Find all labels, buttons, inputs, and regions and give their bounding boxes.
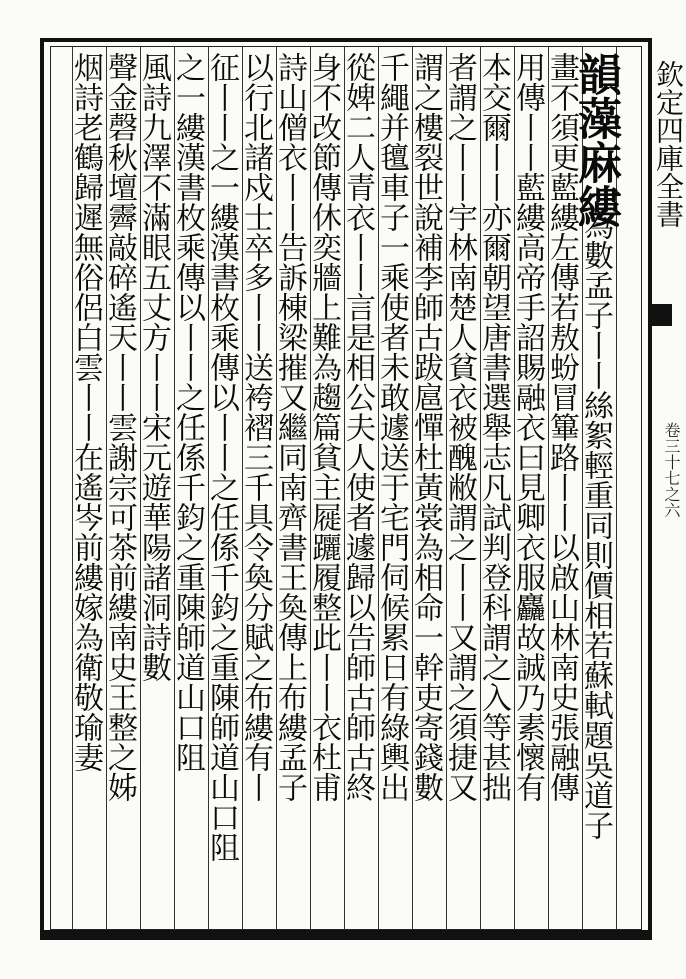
column-10-text: 詩山僧衣丨丨告訴棟梁摧又繼同南齊書王奐傳上布縷孟子 [272,52,307,802]
fishtail-mark [650,304,672,326]
column-12-text: 征丨丨之一縷漢書枚乘傳以丨丨之任係千鈞之重陳師道山口阻 [204,52,239,862]
column-5-text: 者謂之丨丨宇林南楚人貧衣被醜敝謂之丨丨又謂之須捷又 [442,52,477,802]
column-11-text: 以行北諸戍士卒多丨丨送袴褶三千具令奐分賦之布縷有丨 [238,52,273,802]
column-0-text: 為數孟子丨丨絲絮輕重同則價相若蘇軾題吳道子 [578,210,613,840]
column-15-text: 聲金磬秋壇霽敲碎遙天丨丨雲謝宗可茶前縷南史王整之姊 [102,52,137,802]
juan-number-margin: 卷三十七之六 [662,422,681,518]
column-8-text: 從婢二人青衣丨丨言是相公夫人使者遽歸以告師古師古終 [340,52,375,802]
column-7-text: 千繩并氊車子一乘使者未敢遽送于宅門伺候累日有綠輿出 [374,52,409,802]
column-0-heading: 韻藻麻縷 [570,52,621,228]
column-3-text: 用傳丨丨藍縷高帝手詔賜融衣曰見卿衣服麤故誠乃素懷有 [510,52,545,802]
column-6-text: 謂之樓裂世說補李師古跋扈憚杜黃裳為相命一幹吏寄錢數 [408,52,443,802]
column-4-text: 本交爾丨丨亦爾朝望唐書選舉志凡試判登科謂之入等甚拙 [476,52,511,802]
bottom-border-bar [40,930,652,940]
column-16-text: 烟詩老鶴歸遲無俗侶白雲丨丨在遙岑前縷嫁為衛敬瑜妻 [68,52,103,772]
column-2-text: 畫不須更藍縷左傳若敖蚡冒篳路丨丨以啟山林南史張融傳 [544,52,579,802]
column-9-text: 身不改節傳休奕牆上難為趨篇貧主屣躧履整此丨丨衣杜甫 [306,52,341,802]
book-title-margin: 欽定四庫全書 [652,60,685,228]
column-13-text: 之一縷漢書枚乘傳以丨丨之任係千鈞之重陳師道山口阻 [170,52,205,772]
column-14-text: 風詩九澤不滿眼五丈方丨丨宋元遊華陽諸洞詩數 [136,52,171,682]
